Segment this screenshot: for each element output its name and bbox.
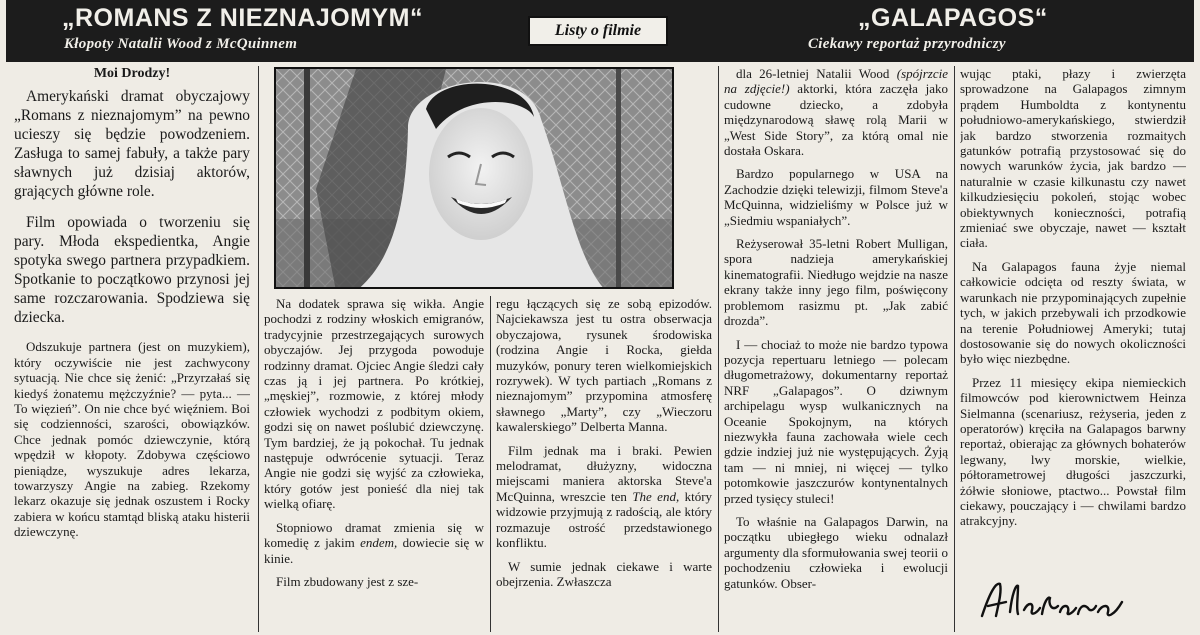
column-divider bbox=[490, 296, 491, 632]
paragraph: Na dodatek sprawa się wikła. Angie pochodzi z rodziny włoskich emigranów, tradycyjnie przestrzegających surowych obyczajów. Jej przygoda powoduje rodzinny dramat. Ojciec Angie śledzi cały czas ją i jej partnera. Po krótkiej, „męskiej”, rozmowie, z której młody człowiek wychodzi z podbitym okiem, godzi się on nawet poślubić dziewczynę. Tym bardziej, że ją pokochał. Tu jednak następuje odwrócenie sytuacji. Teraz Angie nie godzi się wyjść za człowieka, który gotów jest ponieść dla niej tak wielką ofiarę. bbox=[264, 296, 484, 512]
section-label: Listy o filmie bbox=[528, 16, 668, 46]
paragraph: I — chociaż to może nie bardzo typowa pozycja repertuaru letniego — polecam długometrażowy, dokumentarny reportaż NRF „Galapagos”. O dziwnym archipelagu wysp wulkanicznych na Oceanie Spokojnym, na których niezwykła fauna zachowała wiele cech gdzie indziej już nie występujących. Żyją tam — ni mniej, ni więcej — tylko potomkowie jaszczurów kontynentalnych przed tysięcy stuleci! bbox=[724, 336, 948, 506]
paragraph: W sumie jednak ciekawe i warte obejrzenia. Zwłaszcza bbox=[496, 558, 712, 589]
paragraph: To właśnie na Galapagos Darwin, na początku ubiegłego wieku odnalazł argumenty dla sformułowania swej teorii o pochodzeniu człowieka i ewolucji gatunków. Obser- bbox=[724, 513, 948, 591]
paragraph: Film zbudowany jest z sze- bbox=[276, 573, 419, 589]
column-divider bbox=[718, 66, 719, 632]
paragraph: Reżyserował 35-letni Robert Mulligan, spora nadzieja amerykańskiej kinematografii. Niedługo wejdzie na nasze ekrany także inny jego film, poświęcony problemom rasizmu pt. „Jak zabić drozda”. bbox=[724, 236, 948, 329]
actress-photo bbox=[274, 67, 674, 289]
column-5 bbox=[960, 66, 1186, 570]
photo-image bbox=[276, 69, 674, 289]
greeting: Moi Drodzy! bbox=[93, 66, 171, 81]
paragraph: Amerykański dramat obyczajowy „Romans z nieznajomym” na pewno ucieszy się będzie powodzeniem. Zasługa to samej fabuły, a także pary sławnych już dzisiaj aktorów, grających główne role. bbox=[14, 88, 250, 201]
left-headline: „ROMANS Z NIEZNAJOMYM“ bbox=[62, 4, 423, 32]
right-headline: „GALAPAGOS“ bbox=[858, 4, 1048, 32]
paragraph: Stopniowo dramat zmienia się w komedię z jakim endem, dowiecie się w kinie. bbox=[264, 519, 484, 566]
paragraph: Na Galapagos fauna żyje niemal całkowicie odcięta od reszty świata, w warunkach nie przypominających zupełnie tych, w jakich przebywali ich przodkowie na terenie Południowej Ameryki; tutaj dostosowanie się do nowych okoliczności było więc niezbędne. bbox=[960, 258, 1186, 367]
paragraph: Odszukuje partnera (jest on muzykiem), który oczywiście nie jest zachwycony sytuacją. Nie chce się żenić: „Przyrzałaś się kiedyś żonatemu mężczyźnie? — pyta... — To więzień”. On nie chce być więźniem. Boi się codzienności, szarości, obowiązków. Chce jednak pomóc dziewczynie, którą wpędził w kłopoty. Zdobywa częściowo pieniądze, wyszukuje adres lekarza, towarzyszy Angie na zabieg. Rzekomy lekarz okazuje się jednak oszustem i Rocky zabiera w końcu stamtąd bliską ataku histerii dziewczynę. bbox=[14, 339, 250, 540]
header-banner bbox=[6, 0, 1194, 62]
paragraph: Film jednak ma i braki. Pewien melodramat, dłużyzny, widoczna miejscami maniera aktorska Steve'a McQuinna, wreszcie ten The end, który widzowie przyjmują z radością, ale który rozmazuje ostrość przedstawionego konfliktu. bbox=[496, 442, 712, 551]
column-1 bbox=[14, 66, 250, 632]
paragraph: dla 26-letniej Natalii Wood (spójrzcie na zdjęcie!) aktorki, która zaczęła jako cudowne dziecko, a zdobyła międzynarodową sławę rolą Marii w „West Side Story”, za którą omal nie dostała Oskara. bbox=[724, 66, 948, 159]
paragraph: Film opowiada o tworzeniu się pary. Młoda ekspedientka, Angie spotyka swego partnera przypadkiem. Spotkanie to początkowo przynosi jej same rozczarowania. Spodziewa się dziecka. bbox=[14, 214, 250, 327]
column-divider bbox=[258, 66, 259, 632]
paragraph: wując ptaki, płazy i zwierzęta sprowadzone na Galapagos zimnym prądem Humboldta z kontynentu południowo-amerykańskiego, stwierdził jak bardzo stworzenia rozmaitych gatunków potrafią przystosować się do nowych warunków życia, jak bardzo — naturalnie w czasie kilkunastu czy nawet kilkudziesięciu pokoleń, stojąc wobec obiektywnych konieczności, potrafią zmieniać swe obyczaje, nawet — kształt ciała. bbox=[960, 66, 1186, 251]
column-3 bbox=[496, 296, 712, 632]
paragraph: Przez 11 miesięcy ekipa niemieckich filmowców pod kierownictwem Heinza Sielmanna (scenariusz, reżyseria, jeden z operatorów) kręciła na Galapagos barwny reportaż, obierając za głównych bohaterów legwany, lwy morskie, wielkie, półtorametrowej długości jaszczurki, żółwie słoniowe, ptactwo... Powstał film ciekawy, pouczający i — chwilami bardzo atrakcyjny. bbox=[960, 374, 1186, 529]
left-subheadline: Kłopoty Natalii Wood z McQuinnem bbox=[64, 36, 298, 52]
paragraph: regu łączących się ze sobą epizodów. Najciekawsza jest tu ostra obserwacja obyczajowa, rysunek środowiska (rodzina Angie i Rocka, giełda muzyków, ponury teren wielkomiejskich rozrywek). W tych partiach „Romans z nieznajomym” przypomina atmosferę sławnego „Marty”, czy „Wieczoru kawalerskiego” Delberta Manna. bbox=[496, 296, 712, 435]
column-2 bbox=[264, 296, 484, 632]
paragraph: Bardzo popularnego w USA na Zachodzie dzięki telewizji, filmom Steve'a McQuinna, widzieliśmy w Polsce już w „Siedmiu wspaniałych”. bbox=[724, 166, 948, 228]
author-signature bbox=[972, 572, 1132, 626]
column-divider bbox=[954, 66, 955, 632]
right-subheadline: Ciekawy reportaż przyrodniczy bbox=[808, 36, 1006, 52]
column-4 bbox=[724, 66, 948, 632]
